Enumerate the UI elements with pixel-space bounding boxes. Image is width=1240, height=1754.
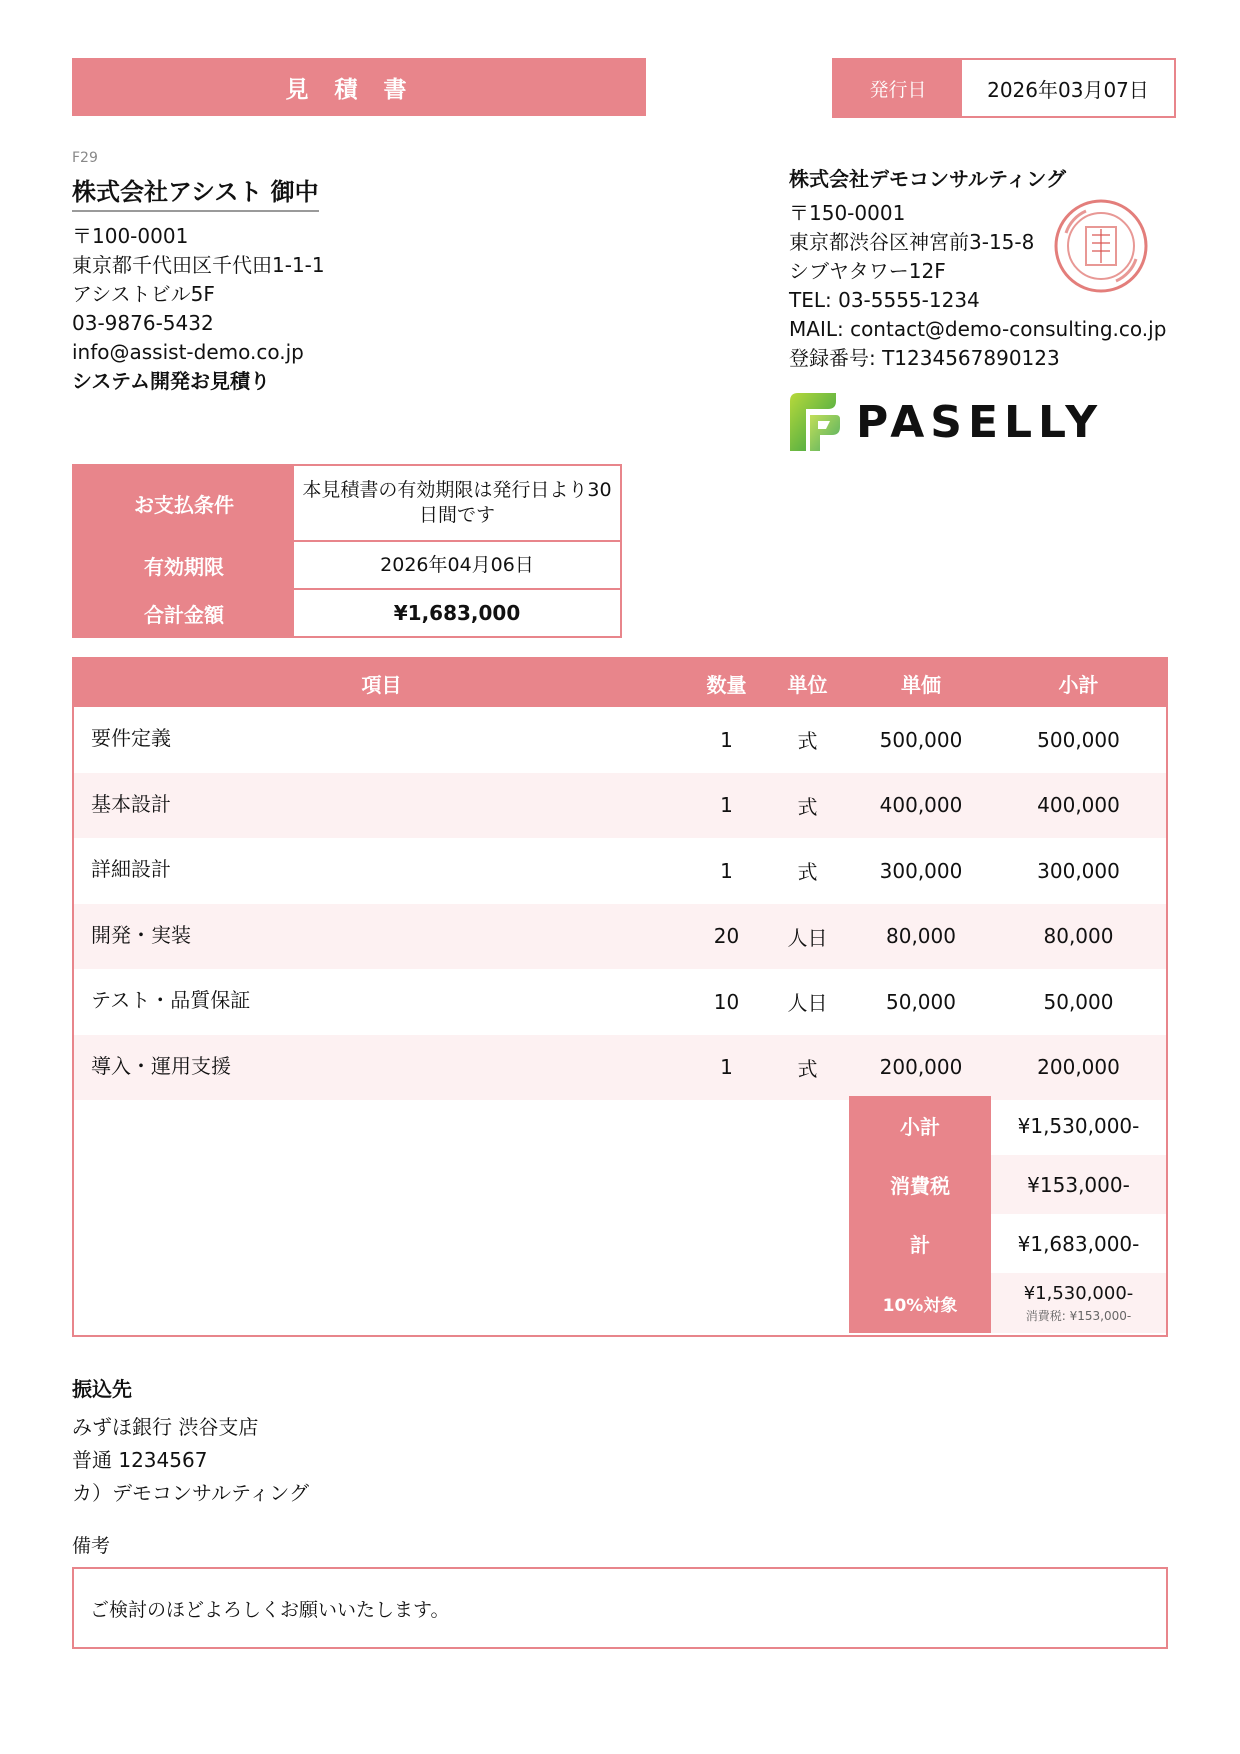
grand-total-row: [849, 1214, 1166, 1273]
item-qty: 1: [720, 858, 733, 883]
issuer-registration: 登録番号: T1234567890123: [789, 346, 1060, 370]
issuer-tel: TEL: 03-5555-1234: [789, 288, 980, 312]
item-qty: 1: [720, 793, 733, 818]
issue-date-label: 発行日: [834, 60, 962, 116]
item-name: 詳細設計: [91, 857, 171, 881]
item-price: 400,000: [879, 793, 963, 818]
table-row: [74, 904, 1166, 970]
client-address1: 東京都千代田区千代田1-1-1: [72, 253, 325, 277]
subtotal-value: ¥1,530,000-: [1017, 1113, 1140, 1138]
item-name: 要件定義: [91, 726, 171, 750]
bank-name: みずほ銀行 渋谷支店: [72, 1415, 259, 1439]
tax-rate-base: ¥1,530,000-: [1023, 1282, 1134, 1304]
validity-row: [74, 542, 620, 590]
item-qty: 1: [720, 1055, 733, 1080]
item-subtotal: 200,000: [1037, 1055, 1120, 1080]
header-subtotal: 小計: [1058, 672, 1099, 697]
table-row: [74, 838, 1166, 904]
tax-rate-tax: 消費税: ¥153,000-: [1025, 1308, 1132, 1323]
item-unit: 人日: [787, 991, 828, 1016]
items-body: [74, 707, 1166, 1100]
item-price: 300,000: [879, 858, 963, 883]
total-amount-label: 合計金額: [74, 590, 294, 636]
item-subtotal: 500,000: [1037, 727, 1120, 752]
table-row: [74, 969, 1166, 1035]
item-price: 500,000: [879, 727, 963, 752]
item-price: 200,000: [879, 1055, 963, 1080]
bank-info: [72, 1411, 309, 1510]
form-code: F29: [72, 150, 98, 166]
item-name: 開発・実装: [91, 922, 191, 947]
tax-value: ¥153,000-: [991, 1155, 1166, 1214]
header-item: 項目: [361, 672, 402, 697]
items-table: [72, 657, 1168, 1337]
document-title: 見積書: [72, 58, 646, 116]
remarks-title: 備考: [72, 1535, 111, 1557]
client-phone: 03-9876-5432: [72, 311, 214, 335]
summary-table: [72, 464, 622, 638]
issuer-address2: シブヤタワー12F: [789, 259, 946, 283]
logo-mark-icon: [786, 391, 842, 453]
item-name: 導入・運用支援: [91, 1053, 231, 1078]
item-unit: 式: [797, 860, 818, 885]
item-qty: 10: [713, 989, 740, 1014]
grand-total-label: 計: [849, 1214, 991, 1273]
bank-account: 普通 1234567: [72, 1448, 208, 1472]
client-subject: システム開発お見積り: [72, 369, 270, 393]
totals-block: [849, 1096, 1166, 1333]
client-address2: アシストビル5F: [72, 282, 215, 306]
table-row: [74, 773, 1166, 839]
item-name: テスト・品質保証: [91, 988, 251, 1012]
payment-terms-value: 本見積書の有効期限は発行日より30日間です: [302, 479, 612, 526]
item-price: 50,000: [886, 989, 956, 1014]
item-unit: 式: [797, 1056, 818, 1081]
item-subtotal: 80,000: [1043, 924, 1114, 949]
header-unit: 単位: [787, 672, 828, 697]
client-info: [72, 222, 325, 396]
subtotal-label: 小計: [849, 1096, 991, 1155]
client-postal: 〒100-0001: [72, 224, 189, 248]
validity-value: 2026年04月06日: [380, 553, 534, 576]
client-name: 株式会社アシスト 御中: [72, 172, 319, 212]
company-logo: [786, 390, 1106, 454]
issuer-name: 株式会社デモコンサルティング: [789, 167, 1066, 191]
item-subtotal: 50,000: [1043, 989, 1114, 1014]
remarks-text: ご検討のほどよろしくお願いいたします。: [90, 1598, 450, 1621]
issue-date-value: 2026年03月07日: [987, 77, 1149, 102]
payment-terms-row: [74, 466, 620, 542]
issuer-mail: MAIL: contact@demo-consulting.co.jp: [789, 317, 1167, 341]
item-subtotal: 300,000: [1037, 858, 1120, 883]
subtotal-row: [849, 1096, 1166, 1155]
company-seal-stamp: [1052, 197, 1150, 295]
item-qty: 20: [713, 924, 740, 949]
grand-total-value: ¥1,683,000-: [1017, 1231, 1140, 1256]
validity-label: 有効期限: [74, 542, 294, 588]
tax-label: 消費税: [849, 1155, 991, 1214]
table-row: [74, 1035, 1166, 1101]
remarks-box: [72, 1567, 1168, 1649]
item-unit: 式: [797, 794, 818, 819]
tax-rate-row: [849, 1273, 1166, 1333]
issuer-postal: 〒150-0001: [789, 201, 906, 225]
logo-text: PASELLY: [856, 396, 1104, 448]
header-qty: 数量: [706, 672, 747, 697]
total-amount-row: [74, 590, 620, 636]
total-amount-value: ¥1,683,000: [393, 600, 521, 625]
item-qty: 1: [720, 727, 733, 752]
item-price: 80,000: [886, 924, 956, 949]
table-row: [74, 707, 1166, 773]
item-name: 基本設計: [91, 791, 171, 816]
items-header: [74, 659, 1166, 707]
item-unit: 人日: [787, 925, 828, 950]
client-email: info@assist-demo.co.jp: [72, 340, 304, 364]
tax-rate-values: [991, 1273, 1166, 1333]
tax-rate-label: 10%対象: [849, 1273, 991, 1333]
payment-terms-label: お支払条件: [74, 466, 294, 540]
bank-holder: カ）デモコンサルティング: [72, 1481, 309, 1505]
item-unit: 式: [797, 729, 818, 754]
item-subtotal: 400,000: [1037, 793, 1120, 818]
tax-row: [849, 1155, 1166, 1214]
issue-date-box: [832, 58, 1176, 118]
bank-title: 振込先: [72, 1377, 132, 1401]
issuer-address1: 東京都渋谷区神宮前3-15-8: [789, 230, 1035, 254]
header-price: 単価: [901, 672, 941, 697]
